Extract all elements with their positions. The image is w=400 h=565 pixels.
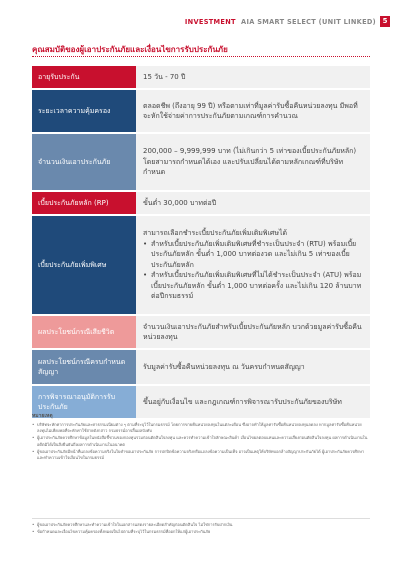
page-header [185, 16, 390, 27]
row-value [136, 216, 370, 314]
table-row [32, 192, 370, 214]
title-divider [32, 56, 370, 57]
row-label: จำนวนเงินเอาประกันภัย [32, 134, 136, 190]
row-label: ระยะเวลาความคุ้มครอง [32, 90, 136, 132]
spec-table [32, 64, 370, 420]
list-item: • ผู้ขอเอาประกันภัยมีหน้าที่แถลงข้อความจริงในใบคำขอเอาประกันภัย การปกปิดข้อความจริงหรือแถลงข้อความเป็นเท็จ อาจเป็นเหตุให้บริษัทบอกล้างสัญญาประกันภัยได้ ผู้เอาประกันภัยควรศึกษาและทำความเข้าใจเงื่อนไขในกรมธรรม์ [32, 449, 370, 461]
header-product: AIA SMART SELECT (UNIT LINKED) [241, 17, 376, 26]
list-item: • ผู้ขอเอาประกันภัยควรศึกษาและทำความเข้าใจในเอกสารแสดงรายละเอียดสำคัญก่อนตัดสินใจ ไม่ใช่การรับฝากเงิน [32, 522, 370, 528]
row-value: จำนวนเงินเอาประกันภัยสำหรับเบี้ยประกันภัยหลัก บวกด้วยมูลค่ารับซื้อคืนหน่วยลงทุน [136, 316, 370, 348]
row-value-intro: สามารถเลือกชำระเบี้ยประกันภัยเพิ่มเติมพิเศษได้ [143, 229, 288, 238]
footer-divider [32, 518, 370, 519]
row-label: การพิจารณาอนุมัติการรับประกันภัย [32, 386, 136, 418]
row-label: อายุรับประกัน [32, 66, 136, 88]
list-item: • ผู้เอาประกันภัยควรศึกษาข้อมูลในหนังสือชี้ชวนของกองทุนรวมก่อนตัดสินใจลงทุน และควรทำความเข้าใจลักษณะสินค้า เงื่อนไขผลตอบแทนและความเสี่ยงก่อนตัดสินใจลงทุน ผลการดำเนินงานในอดีตมิได้เป็นสิ่งยืนยันถึงผลการดำเนินงานในอนาคต [32, 435, 370, 447]
row-value: รับมูลค่ารับซื้อคืนหน่วยลงทุน ณ วันครบกำหนดสัญญา [136, 350, 370, 384]
table-row [32, 134, 370, 190]
table-row [32, 316, 370, 348]
table-row [32, 90, 370, 132]
table-row [32, 216, 370, 314]
list-item: • ข้อกำหนดและเงื่อนไขความคุ้มครองทั้งหมดเป็นไปตามที่ระบุไว้ในกรมธรรม์ที่ออกให้แก่ผู้เอาประกันภัย [32, 529, 370, 535]
list-item: • สำหรับเบี้ยประกันภัยเพิ่มเติมพิเศษที่ชำระเป็นประจำ (RTU) พร้อมเบี้ยประกันภัยหลัก ขั้นต่ำ 1,000 บาทต่องวด และไม่เกิน 5 เท่าของเบี้ยประกันภัยหลัก [143, 239, 363, 271]
row-value: ตลอดชีพ (ถึงอายุ 99 ปี) หรือตามเท่าที่มูลค่ารับซื้อคืนหน่วยลงทุน มีพอที่จะหักใช้จ่ายค่าการประกันภัยตามเกณฑ์การคำนวณ [136, 90, 370, 132]
list-item: • สำหรับเบี้ยประกันภัยเพิ่มเติมพิเศษที่ไม่ได้ชำระเป็นประจำ (ATU) พร้อมเบี้ยประกันภัยหลัก ขั้นต่ำ 1,000 บาทต่อครั้ง และไม่เกิน 120 ล้านบาทต่อปีกรมธรรม์ [143, 270, 363, 302]
section-title: คุณสมบัติของผู้เอาประกันภัยและเงื่อนไขการรับประกันภัย [32, 45, 228, 54]
table-row [32, 350, 370, 384]
table-row [32, 66, 370, 88]
row-value: 15 วัน - 70 ปี [136, 66, 370, 88]
row-label: ผลประโยชน์กรณีเสียชีวิต [32, 316, 136, 348]
notes-list [32, 422, 370, 461]
notes-section [32, 412, 370, 462]
footer-notes [32, 522, 370, 536]
notes-heading: หมายเหตุ [32, 413, 53, 419]
row-value: ขั้นต่ำ 30,000 บาทต่อปี [136, 192, 370, 214]
row-value-list [143, 239, 363, 302]
row-value: ขึ้นอยู่กับเงื่อนไข และกฎเกณฑ์การพิจารณารับประกันภัยของบริษัท [136, 386, 370, 418]
footer-list [32, 522, 370, 535]
list-item: • บริษัทจะหักค่าการประกันภัยและค่าธรรมเนียมต่าง ๆ ตามที่ระบุไว้ในกรมธรรม์ โดยการขายคืนหน่วยลงทุนในแต่ละเดือน ซึ่งอาจทำให้มูลค่ารับซื้อคืนหน่วยลงทุนลดลง หากมูลค่ารับซื้อคืนหน่วยลงทุนไม่เพียงพอที่จะหักค่าใช้จ่ายดังกล่าว กรมธรรม์อาจสิ้นผลบังคับ [32, 422, 370, 434]
page-number: 5 [380, 16, 390, 27]
row-value: 200,000 – 9,999,999 บาท (ไม่เกินกว่า 5 เท่าของเบี้ยประกันภัยหลัก) โดยสามารถกำหนดได้เอง และปรับเปลี่ยนได้ตามหลักเกณฑ์ที่บริษัทกำหนด [136, 134, 370, 190]
row-label: เบี้ยประกันภัยเพิ่มพิเศษ [32, 216, 136, 314]
header-brand: INVESTMENT [184, 17, 236, 26]
row-label: ผลประโยชน์กรณีครบกำหนดสัญญา [32, 350, 136, 384]
row-label: เบี้ยประกันภัยหลัก (RP) [32, 192, 136, 214]
header-title [185, 18, 376, 26]
